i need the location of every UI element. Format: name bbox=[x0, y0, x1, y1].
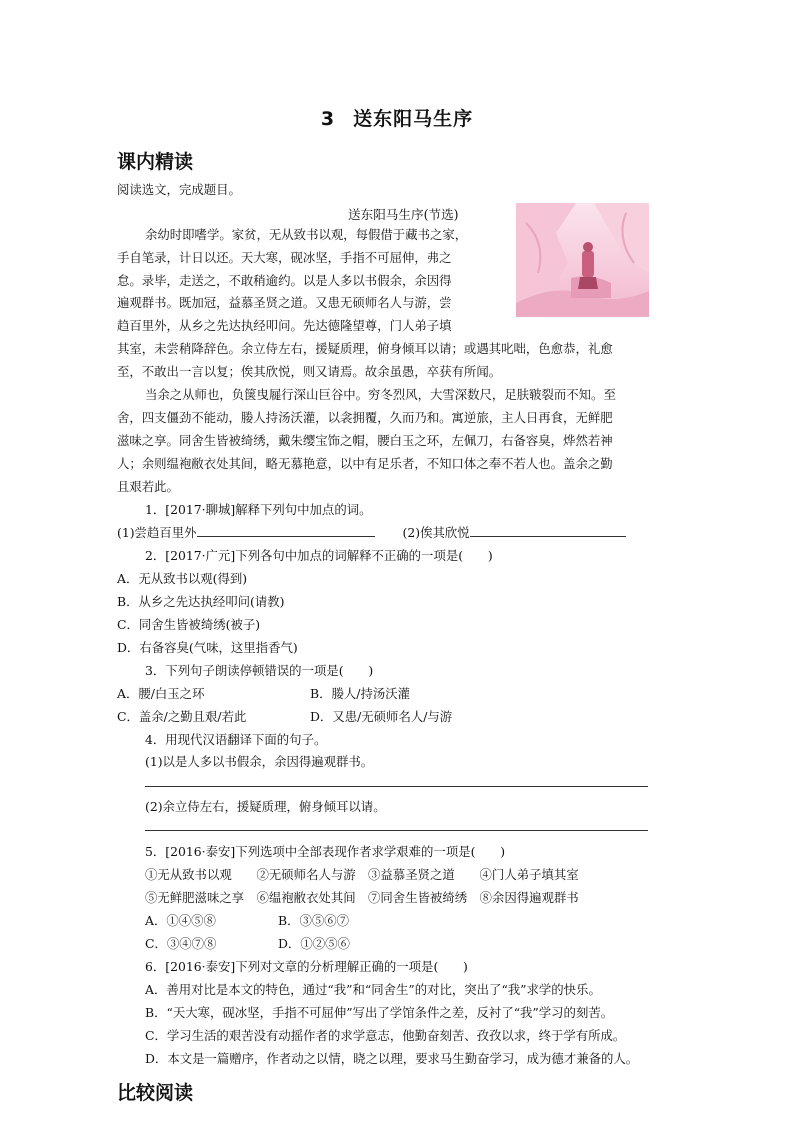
question-2-option: C．同舍生皆被绮绣(被子) bbox=[117, 617, 261, 632]
question-5-option: A．①④⑤⑧ bbox=[145, 913, 216, 928]
question-3-option: A．腰/白玉之环 bbox=[117, 686, 205, 701]
question-4-item-a: (1)以是人多以书假余，余因得遍观群书。 bbox=[145, 754, 374, 769]
lesson-name: 送东阳马生序 bbox=[353, 108, 474, 130]
answer-line[interactable] bbox=[145, 786, 648, 787]
question-2-stem: 2．[2017·广元]下列各句中加点的词解释不正确的一项是( ) bbox=[145, 548, 493, 563]
illustration-svg bbox=[516, 203, 649, 317]
question-6-option: A．善用对比是本文的特色，通过“我”和“同舍生”的对比，突出了“我”求学的快乐。 bbox=[145, 982, 601, 997]
question-5-stem: 5．[2016·泰安]下列选项中全部表现作者求学艰难的一项是( ) bbox=[145, 844, 506, 859]
question-5-items-row: ⑤无鲜肥滋味之享 ⑥缊袍敝衣处其间 ⑦同舍生皆被绮绣 ⑧余因得遍观群书 bbox=[145, 890, 579, 905]
question-2-option: A．无从致书以观(得到) bbox=[117, 571, 248, 586]
passage-line: 遍观群书。既加冠，益慕圣贤之道。又患无硕师名人与游，尝 bbox=[117, 295, 452, 310]
passage-line: 趋百里外，从乡之先达执经叩问。先达德隆望尊，门人弟子填 bbox=[117, 318, 452, 333]
question-3-stem: 3．下列句子朗读停顿错误的一项是( ) bbox=[145, 663, 374, 678]
question-5-option: B．③⑤⑥⑦ bbox=[278, 913, 350, 928]
question-3-option: B．媵人/持汤沃灌 bbox=[310, 686, 411, 701]
question-4-stem: 4．用现代汉语翻译下面的句子。 bbox=[145, 732, 327, 747]
question-4-item-b: (2)余立侍左右，援疑质理，俯身倾耳以请。 bbox=[145, 799, 386, 814]
question-5-items-row: ①无从致书以观 ②无硕师名人与游 ③益慕圣贤之道 ④门人弟子填其室 bbox=[145, 867, 579, 882]
passage-line: 至，不敢出一言以复；俟其欣悦，则又请焉。故余虽愚，卒获有所闻。 bbox=[117, 364, 502, 379]
passage-line: 余幼时即嗜学。家贫，无从致书以观，每假借于藏书之家， bbox=[145, 227, 468, 242]
question-2-option: D．右备容臭(气味，这里指香气) bbox=[117, 640, 298, 655]
question-5-option: D．①②⑤⑥ bbox=[278, 936, 350, 951]
passage-line: 当余之从师也，负箧曳屣行深山巨谷中。穷冬烈风，大雪深数尺，足肤皲裂而不知。至 bbox=[145, 387, 616, 402]
section-heading-intensive: 课内精读 bbox=[117, 151, 194, 173]
question-3-option: D．又患/无硕师名人/与游 bbox=[310, 709, 453, 724]
instruction: 阅读选文，完成题目。 bbox=[117, 182, 241, 197]
passage-line: 舍，四支僵劲不能动，媵人持汤沃灌，以衾拥覆，久而乃和。寓逆旅，主人日再食，无鲜肥 bbox=[117, 410, 613, 425]
illustration-image bbox=[516, 203, 649, 317]
passage-line: 怠。录毕，走送之，不敢稍逾约。以是人多以书假余，余因得 bbox=[117, 273, 452, 288]
question-6-option: B．“天大寒，砚冰坚，手指不可屈伸”写出了学馆条件之差，反衬了“我”学习的刻苦。 bbox=[145, 1005, 614, 1020]
question-2-option: B．从乡之先达执经叩问(请教) bbox=[117, 594, 285, 609]
question-1-stem: 1．[2017·聊城]解释下列句中加点的词。 bbox=[145, 502, 372, 517]
passage-line: 其室，未尝稍降辞色。余立侍左右，援疑质理，俯身倾耳以请；或遇其叱咄，色愈恭，礼愈 bbox=[117, 341, 613, 356]
passage-line: 人；余则缊袍敝衣处其间，略无慕艳意，以中有足乐者，不知口体之奉不若人也。盖余之勤 bbox=[117, 456, 613, 471]
question-5-option: C．③④⑦⑧ bbox=[145, 936, 217, 951]
answer-blank[interactable] bbox=[197, 525, 375, 537]
lesson-title bbox=[0, 104, 794, 131]
passage-title: 送东阳马生序(节选) bbox=[348, 207, 459, 222]
question-6-option: C．学习生活的艰苦没有动摇作者的求学意志，他勤奋刻苦、孜孜以求，终于学有所成。 bbox=[145, 1028, 626, 1043]
answer-line[interactable] bbox=[145, 830, 648, 831]
answer-blank[interactable] bbox=[470, 525, 626, 537]
question-1-item-a: (1)尝趋百里外 bbox=[117, 525, 197, 540]
passage-line: 且艰若此。 bbox=[117, 479, 179, 494]
lesson-number: 3 bbox=[320, 108, 336, 130]
passage-line: 滋味之享。同舍生皆被绮绣，戴朱缨宝饰之帽，腰白玉之环，左佩刀，右备容臭，烨然若神 bbox=[117, 433, 613, 448]
question-6-stem: 6．[2016·泰安]下列对文章的分析理解正确的一项是( ) bbox=[145, 959, 468, 974]
question-6-option: D．本文是一篇赠序，作者动之以情，晓之以理，要求马生勤奋学习，成为德才兼备的人。 bbox=[145, 1051, 639, 1066]
section-heading-compare: 比较阅读 bbox=[117, 1082, 194, 1104]
question-1-items bbox=[117, 523, 626, 541]
passage-line: 手自笔录，计日以还。天大寒，砚冰坚，手指不可屈伸，弗之 bbox=[117, 250, 452, 265]
question-3-option: C．盖余/之勤且艰/若此 bbox=[117, 709, 247, 724]
question-1-item-b: (2)俟其欣悦 bbox=[402, 525, 470, 540]
